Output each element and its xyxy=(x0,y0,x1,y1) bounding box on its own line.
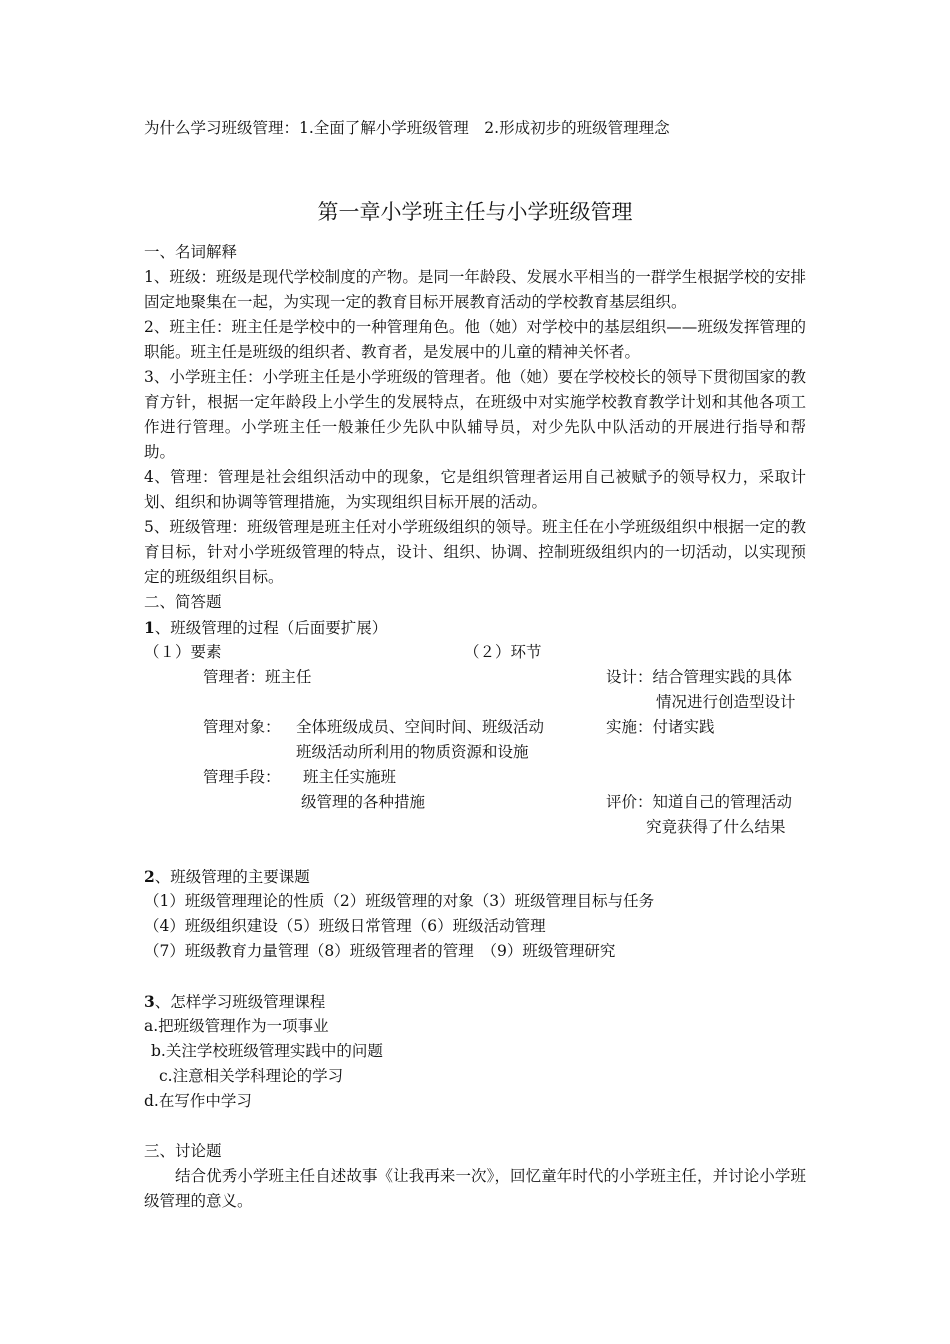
means-line-1: 班主任实施班 xyxy=(303,768,397,786)
design-line-1: 设计：结合管理实践的具体 xyxy=(606,668,793,686)
object-line-1: 全体班级成员、空间时间、班级活动 xyxy=(296,718,545,736)
q3-number: 3 xyxy=(144,992,155,1011)
implement-line: 实施：付诸实践 xyxy=(606,718,715,736)
q3-item-c: c.注意相关学科理论的学习 xyxy=(159,1067,344,1085)
q1-title xyxy=(144,615,387,641)
object-line-2: 班级活动所利用的物质资源和设施 xyxy=(296,743,529,761)
discussion-body: 结合优秀小学班主任自述故事《让我再来一次》，回忆童年时代的小学班主任，并讨论小学班级管理的意义。 xyxy=(144,1167,806,1210)
section1-heading: 一、名词解释 xyxy=(144,243,238,261)
section2-heading: 二、简答题 xyxy=(144,593,222,611)
definition-class-management: 5、班级管理：班级管理是班主任对小学班级组织的领导。班主任在小学班级组织中根据一定的教育目标，针对小学班级管理的特点，设计、组织、协调、控制班级组织内的一切活动，以实现预定的班级组织目标。 xyxy=(144,518,806,586)
stages-heading: （２）环节 xyxy=(464,643,542,661)
topics-line-1: （1）班级管理理论的性质（2）班级管理的对象（3）班级管理目标与任务 xyxy=(144,892,655,910)
design-line-2: 情况进行创造型设计 xyxy=(656,693,796,711)
q3-title xyxy=(144,989,325,1015)
q3-item-b: b.关注学校班级管理实践中的问题 xyxy=(151,1042,383,1060)
q3-text: 、怎样学习班级管理课程 xyxy=(154,993,326,1011)
evaluate-line-2: 究竟获得了什么结果 xyxy=(646,818,786,836)
definition-management: 4、管理：管理是社会组织活动中的现象，它是组织管理者运用自己被赋予的领导权力，采取计划、组织和协调等管理措施，为实现组织目标开展的活动。 xyxy=(144,468,806,511)
intro-line: 为什么学习班级管理：1.全面了解小学班级管理 2.形成初步的班级管理理念 xyxy=(144,119,670,137)
means-label: 管理手段： xyxy=(203,768,281,786)
means-line-2: 级管理的各种措施 xyxy=(301,793,426,811)
q1-number: 1 xyxy=(144,618,155,637)
topics-line-3: （7）班级教育力量管理（8）班级管理者的管理 （9）班级管理研究 xyxy=(144,942,616,960)
chapter-title: 第一章小学班主任与小学班级管理 xyxy=(317,200,633,224)
section3-heading: 三、讨论题 xyxy=(144,1142,222,1160)
q1-text: 、班级管理的过程（后面要扩展） xyxy=(154,619,388,637)
elements-heading: （１）要素 xyxy=(144,643,222,661)
q2-title xyxy=(144,864,310,890)
object-label: 管理对象： xyxy=(203,718,281,736)
definition-class: 1、班级：班级是现代学校制度的产物。是同一年龄段、发展水平相当的一群学生根据学校的安排固定地聚集在一起，为实现一定的教育目标开展教育活动的学校教育基层组织。 xyxy=(144,268,806,311)
evaluate-line-1: 评价：知道自己的管理活动 xyxy=(606,793,793,811)
topics-line-2: （4）班级组织建设（5）班级日常管理（6）班级活动管理 xyxy=(144,917,546,935)
q3-item-d: d.在写作中学习 xyxy=(144,1092,252,1110)
manager-line: 管理者：班主任 xyxy=(203,668,312,686)
definition-primary-head-teacher: 3、小学班主任：小学班主任是小学班级的管理者。他（她）要在学校校长的领导下贯彻国家的教育方针，根据一定年龄段上小学生的发展特点，在班级中对实施学校教育教学计划和其他各项工作进行管理。小学班主任一般兼任少先队中队辅导员，对少先队中队活动的开展进行指导和帮助。 xyxy=(144,368,806,461)
q2-text: 、班级管理的主要课题 xyxy=(154,868,310,886)
definition-head-teacher: 2、班主任：班主任是学校中的一种管理角色。他（她）对学校中的基层组织——班级发挥管理的职能。班主任是班级的组织者、教育者，是发展中的儿童的精神关怀者。 xyxy=(144,318,806,361)
q2-number: 2 xyxy=(144,867,155,886)
q3-item-a: a.把班级管理作为一项事业 xyxy=(144,1017,329,1035)
